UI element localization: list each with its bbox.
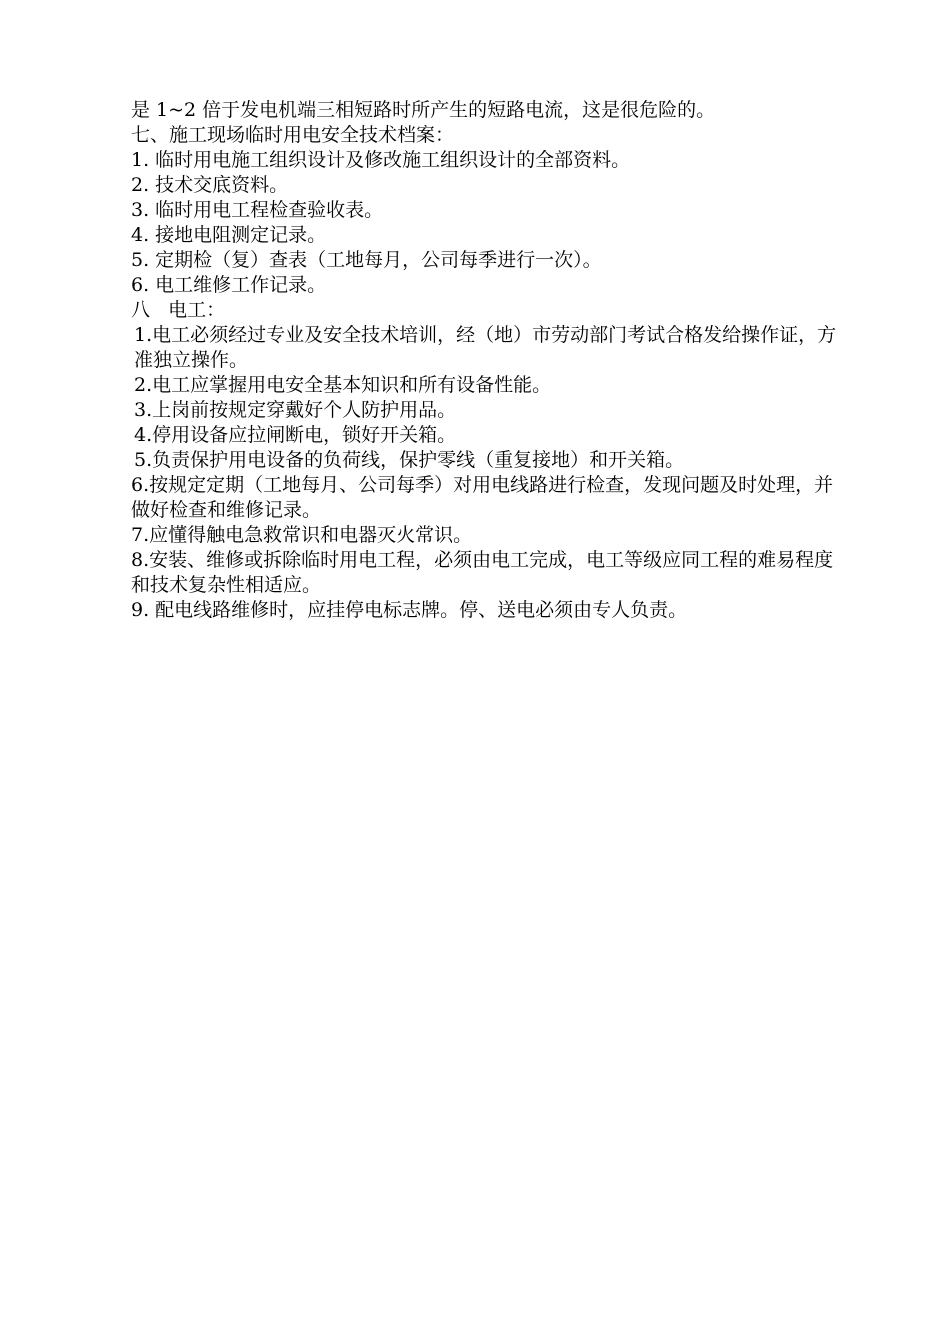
list-item-8-7: 7.应懂得触电急救常识和电器灭火常识。	[131, 524, 473, 546]
section-heading-7: 七、施工现场临时用电安全技术档案：	[131, 124, 455, 146]
list-item-7-3: 3. 临时用电工程检查验收表。	[131, 199, 384, 221]
list-item-8-5: 5.负责保护用电设备的负荷线，保护零线（重复接地）和开关箱。	[134, 449, 685, 471]
list-item-7-2: 2. 技术交底资料。	[131, 174, 289, 196]
list-item-8-4: 4.停用设备应拉闸断电，锁好开关箱。	[134, 424, 457, 446]
list-item-7-4: 4. 接地电阻测定记录。	[131, 224, 327, 246]
list-item-7-5: 5. 定期检（复）查表（工地每月，公司每季进行一次）。	[131, 249, 602, 271]
list-item-7-1: 1. 临时用电施工组织设计及修改施工组织设计的全部资料。	[131, 149, 631, 171]
list-item-8-8: 8.安装、维修或拆除临时用电工程，必须由电工完成，电工等级应同工程的难易程度和技术复杂性相适应。	[131, 549, 834, 596]
list-item-8-3: 3.上岗前按规定穿戴好个人防护用品。	[134, 399, 457, 421]
list-item-7-6: 6. 电工维修工作记录。	[131, 274, 327, 296]
section-heading-8: 八 电工：	[131, 299, 226, 321]
document-body	[131, 98, 843, 623]
list-item-8-1: 1.电工必须经过专业及安全技术培训，经（地）市劳动部门考试合格发给操作证，方准独立操作。	[134, 324, 837, 371]
list-item-8-9: 9. 配电线路维修时，应挂停电标志牌。停、送电必须由专人负责。	[131, 599, 688, 621]
list-item-8-2: 2.电工应掌握用电安全基本知识和所有设备性能。	[134, 374, 552, 396]
list-item-8-6: 6.按规定定期（工地每月、公司每季）对用电线路进行检查，发现问题及时处理，并做好检查和维修记录。	[131, 474, 834, 521]
paragraph-continuation: 是 1~2 倍于发电机端三相短路时所产生的短路电流，这是很危险的。	[131, 99, 716, 121]
